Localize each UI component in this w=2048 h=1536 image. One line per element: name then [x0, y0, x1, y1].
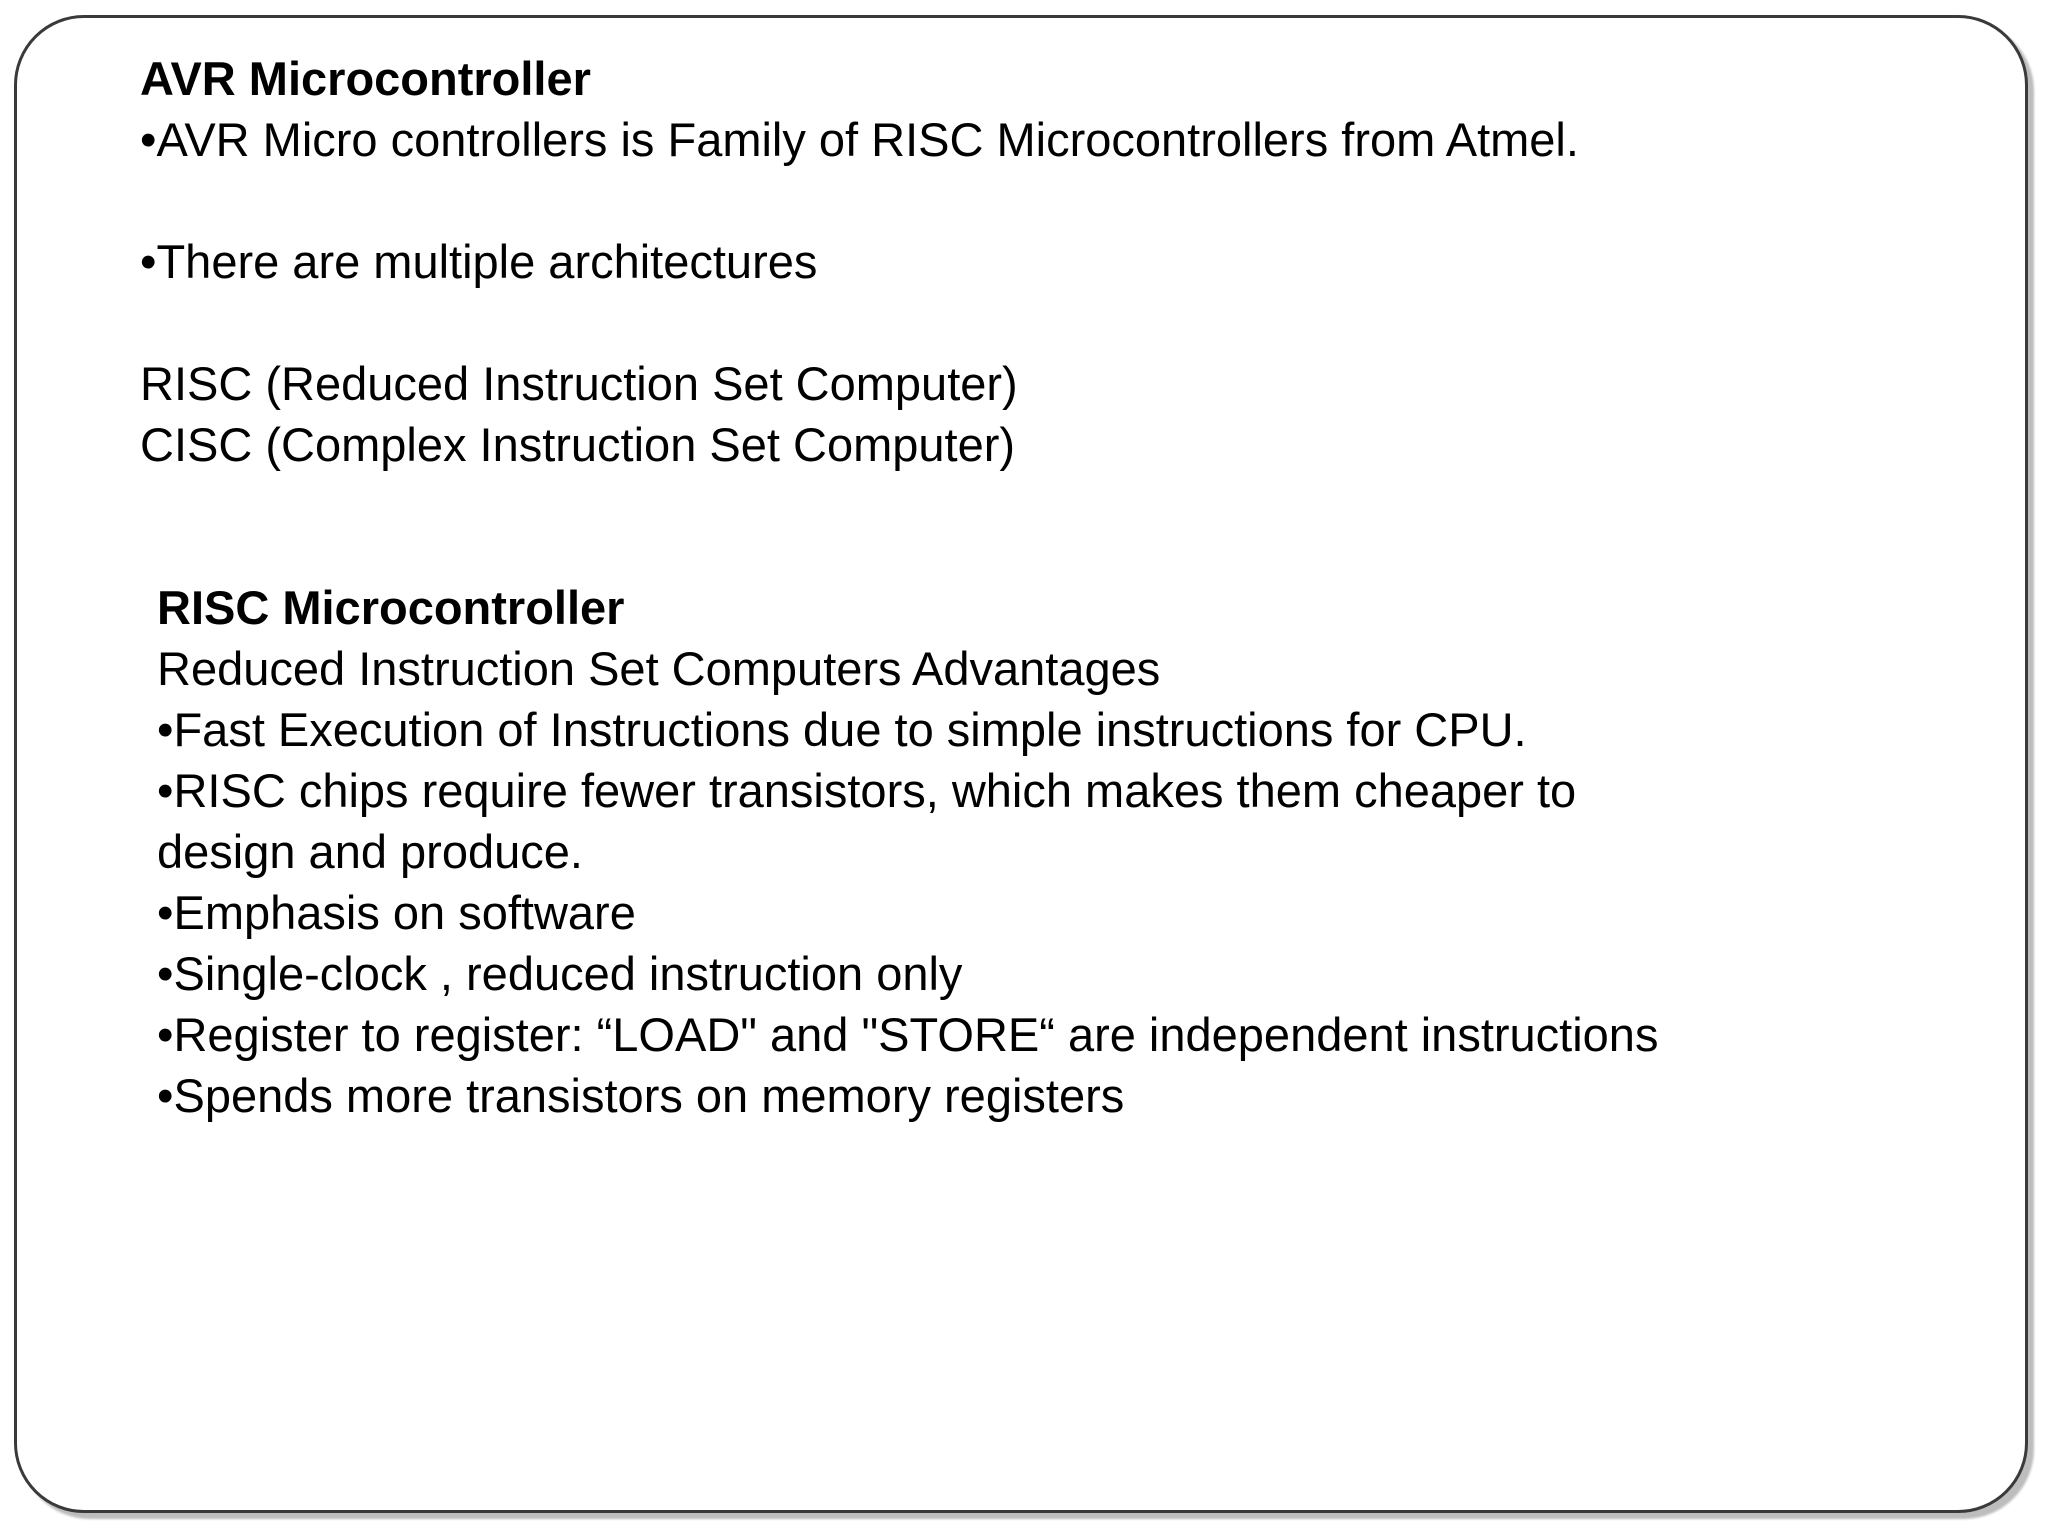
risc-bullet-2-continuation: design and produce.	[157, 825, 583, 878]
risc-bullet-2-text: RISC chips require fewer transistors, which makes them cheaper to	[173, 764, 1577, 817]
risc-bullet-4-text: Single-clock , reduced instruction only	[173, 947, 963, 1000]
risc-bullet-4	[157, 943, 1658, 1004]
bullet-icon: •	[140, 235, 157, 288]
risc-bullet-3-text: Emphasis on software	[173, 886, 636, 939]
risc-section	[157, 577, 1658, 1126]
risc-bullet-5	[157, 1004, 1658, 1065]
risc-bullet-6-text: Spends more transistors on memory registers	[173, 1069, 1125, 1122]
avr-bullet-1	[140, 109, 1579, 170]
risc-bullet-2	[157, 760, 1658, 821]
bullet-icon: •	[157, 947, 174, 1000]
risc-bullet-3	[157, 882, 1658, 943]
risc-bullet-1-text: Fast Execution of Instructions due to simple instructions for CPU.	[173, 703, 1527, 756]
spacer	[140, 170, 1579, 231]
risc-title: RISC Microcontroller	[157, 581, 625, 634]
risc-bullet-1	[157, 699, 1658, 760]
risc-bullet-6	[157, 1065, 1658, 1126]
bullet-icon: •	[157, 1008, 174, 1061]
bullet-icon: •	[157, 1069, 174, 1122]
bullet-icon: •	[157, 703, 174, 756]
bullet-icon: •	[157, 764, 174, 817]
risc-definition: RISC (Reduced Instruction Set Computer)	[140, 357, 1018, 410]
spacer	[140, 292, 1579, 353]
avr-section	[140, 48, 1579, 475]
bullet-icon: •	[157, 886, 174, 939]
cisc-definition: CISC (Complex Instruction Set Computer)	[140, 418, 1016, 471]
avr-bullet-2	[140, 231, 1579, 292]
avr-bullet-2-text: There are multiple architectures	[156, 235, 818, 288]
avr-title: AVR Microcontroller	[140, 52, 591, 105]
risc-subtitle: Reduced Instruction Set Computers Advantages	[157, 642, 1161, 695]
avr-bullet-1-text: AVR Micro controllers is Family of RISC Microcontrollers from Atmel.	[156, 113, 1579, 166]
bullet-icon: •	[140, 113, 157, 166]
risc-bullet-5-text: Register to register: “LOAD" and "STORE“ are independent instructions	[173, 1008, 1659, 1061]
